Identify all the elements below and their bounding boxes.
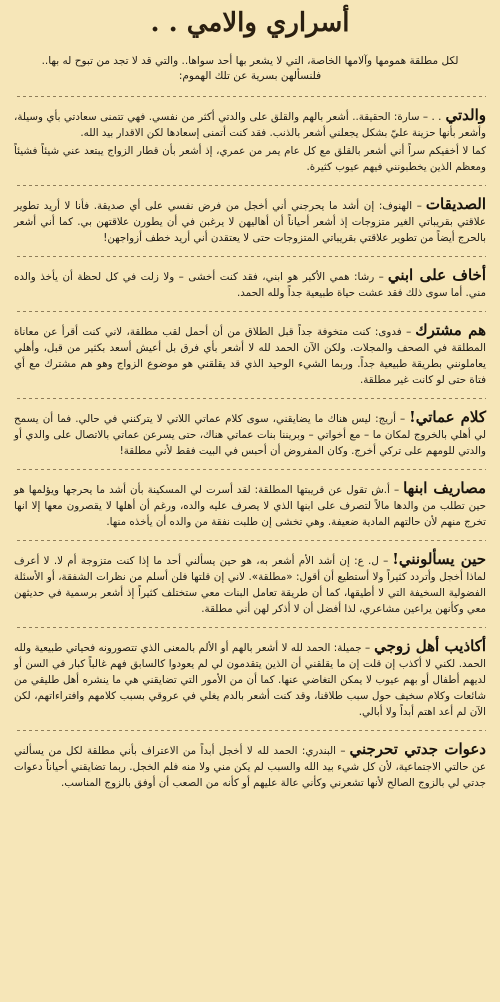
- testimony-paragraph: [14, 143, 486, 175]
- dotted-divider: [14, 256, 486, 257]
- paragraph-text: – أ.ش تقول عن قريبتها المطلقة: لقد أسرت لي المسكينة بأن أشد ما يحرجها ويؤلمها هو حين تطلب من والدها مالاً لتصرف على ابنها الذي لا يصرف عليه والده، ورغم أن أهلها لا يقصرون معها إلا انها تخرج منهم لأن حالتهم المادية ضعيفة. وهي تخشى إن طلبت نفقة من والده أن يأخذه منها.: [14, 484, 486, 528]
- dotted-divider: [14, 730, 486, 731]
- testimony-paragraph: [14, 196, 486, 246]
- paragraph-text: كما لا أخفيكم سراً أني أشعر بالقلق مع كل عام يمر من عمري، إذ أشعر بأن قطار الزواج يبتعد عني شيئاً فشيئاً ومعظم الذين يخطبونني فيهم عيوب كثيرة.: [14, 145, 486, 173]
- testimony-paragraph: [14, 409, 486, 459]
- article-body: [14, 96, 486, 791]
- dotted-divider: [14, 311, 486, 312]
- dotted-divider: [14, 627, 486, 628]
- testimony-section: [14, 551, 486, 617]
- testimony-paragraph: [14, 480, 486, 530]
- testimony-section: [14, 267, 486, 301]
- testimony-section: [14, 480, 486, 530]
- paragraph-text: – أريج: ليس هناك ما يضايقني، سوى كلام عماتي اللاتي لا يتركنني في حالي. فما أن يسمح لي أهلي بالخروج لمكان ما – مع أخواتي – وبريننا بنات عماتي هناك، حتى يسرعن عماتي بالاتصال على والدي أو والدتي للومهم على تركي أخرج. وكان المفروض أن أحبس في البيت فقط لأني مطلقة!: [14, 413, 486, 457]
- testimony-paragraph: [14, 551, 486, 617]
- testimony-paragraph: [14, 322, 486, 388]
- section-heading: دعوات جدتي تحرجني: [349, 740, 486, 758]
- testimony-section: [14, 107, 486, 175]
- dotted-divider: [14, 398, 486, 399]
- section-heading: هم مشترك: [415, 321, 486, 339]
- section-heading: أكاذيب أهل زوجي: [374, 637, 486, 655]
- testimony-section: [14, 322, 486, 388]
- article-intro: لكل مطلقة همومها وآلامها الخاصة، التي لا يشعر بها أحد سواها.. والتي قد لا تجد من تبوح له بها.. فلنسألهن بسرية عن تلك الهموم:: [41, 55, 459, 82]
- testimony-paragraph: [14, 741, 486, 791]
- testimony-section: [14, 638, 486, 720]
- dotted-divider: [14, 96, 486, 97]
- paragraph-text: – فدوى: كنت متخوفة جداً قبل الطلاق من أن أحمل لقب مطلقة، لاني كنت أقرأ عن معاناة المطلقة في الصحف والمجلات. ولكن الآن الحمد لله لا أشعر بأي فرق بل أعيش أسعد بكثير من قبل، وأهلي يعاملونني بطريقة طبيعية جداً. وربما الشيء الوحيد الذي قد يقلقني هو موضوع الزواج وهو هم مشترك مع أي فتاة حتى لو كانت غير مطلقة.: [14, 326, 486, 386]
- section-heading: والدتي: [445, 106, 486, 124]
- paragraph-text: – رشا: همي الأكبر هو ابني، فقد كنت أخشى – ولا زلت في كل لحظة أن يأخذ والده مني. أما سوى ذلك فقد عشت حياة طبيعية جداً ولله الحمد.: [14, 271, 486, 299]
- section-heading: الصديقات: [425, 195, 486, 213]
- section-heading: كلام عماتي!: [409, 408, 486, 426]
- testimony-section: [14, 196, 486, 246]
- testimony-paragraph: [14, 267, 486, 301]
- paragraph-text: – جميلة: الحمد لله لا أشعر بالهم أو الألم بالمعنى الذي تتصورونه فحياتي طبيعية ولله الحمد. لكني لا أكذب إن قلت إن ما يقلقني أن الذين يتقدمون لي لم يعودوا كالسابق فهم غالباً كبار في السن أو لديهم أطفال أو بهم عيوب لا يمكن التغاضي عنها. كما أن من الأمور التي تضايقني هي ما ينشره أهل طليقي من شائعات وكلام سخيف حول سبب طلاقنا، وقد كنت أشعر بالدم يغلي في عروقي بسبب كلامهم وافتراءاتهم، لكن الآن لم أعد اهتم أبداً ولا أبالي.: [14, 642, 486, 718]
- paragraph-text: – ل. ع: إن أشد الأم أشعر به، هو حين يسألني أحد ما إذا كنت متزوجة أم لا. لا أعرف لماذا أخجل وأتردد كثيراً ولا أستطيع أن أقول: «مطلقة». لاني إن قلتها فلن أسلم من نظرات الشفقة، أو الأسئلة الفضولية السخيفة التي لا أطيقها، كما أن طريقة تعامل البنات معي ستختلف كثيراً إذ أشعر برسمية في حديثهن معي وكأنهن يراعين مشاعري، لذا أفضل أن لا أذكر لهن أني مطلقة.: [14, 555, 486, 615]
- dotted-divider: [14, 469, 486, 470]
- paragraph-text: . . – سارة: الحقيقة.. أشعر بالهم والقلق على والدتي أكثر من نفسي. فهي تتمنى سعادتي بأي وسيلة، وأشعر بأنها حزينة عليّ بشكل يجعلني أشعر بالذنب. فقد كنت أتمنى إسعادها لكن الاقدار بيد الله.: [14, 111, 486, 139]
- dotted-divider: [14, 540, 486, 541]
- testimony-paragraph: [14, 107, 486, 141]
- testimony-paragraph: [14, 638, 486, 720]
- testimony-section: [14, 741, 486, 791]
- dotted-divider: [14, 185, 486, 186]
- paragraph-text: – البندري: الحمد لله لا أخجل أبداً من الاعتراف بأني مطلقة لكل من يسألني عن حالتي الاجتماعية، لأن كل شيء بيد الله والسبب لم يكن مني ولا منه فلم الخجل. ربما تضايقني أحياناً دعوات جدتي لي بالزوج الصالح لأنها تشعرني وكأني عالة عليهم أو كأنه من الصعب أن أوفق بالزوج المناسب.: [14, 745, 486, 789]
- article-title: أسراري والامي . .: [150, 8, 350, 38]
- section-heading: حين يسألونني!: [392, 550, 486, 568]
- paragraph-text: – الهنوف: إن أشد ما يحرجني أني أخجل من فرض نفسي على أي صديقة. فأنا لا أريد تطوير علاقتي بقريباتي الغير متزوجات إذ أشعر أحياناً أن أهاليهن لا يرغبن في أن يطورن علاقتهن بي. كما أني أشعر بالحرج أيضاً من تطوير علاقتي بقريباتي المتزوجات حتى لا يعتقدن أني أريد خطف أزواجهن!: [14, 200, 486, 244]
- section-heading: مصاريف ابنها: [403, 479, 486, 497]
- section-heading: أخاف على ابني: [387, 266, 486, 284]
- testimony-section: [14, 409, 486, 459]
